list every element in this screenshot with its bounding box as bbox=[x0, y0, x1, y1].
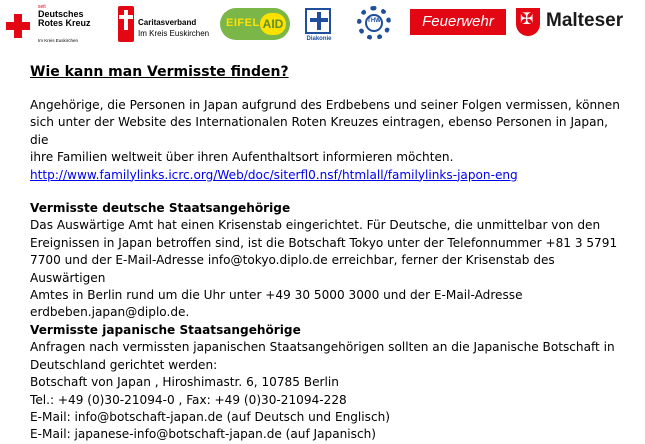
maltese-cross-icon: ✠ bbox=[516, 8, 540, 36]
drk-sub: Im Kreis Euskirchen bbox=[38, 38, 79, 43]
eifel-aid-logo bbox=[220, 8, 290, 40]
malteser-logo bbox=[516, 8, 642, 38]
intro-line: Angehörige, die Personen in Japan aufgrund des Erdbebens und seiner Folgen vermissen, können bbox=[30, 98, 620, 112]
caritas-logo bbox=[118, 4, 214, 46]
thw-label: THW bbox=[367, 18, 381, 24]
drk-name: Deutsches Rotes Kreuz bbox=[38, 9, 91, 28]
section-german-line: Das Auswärtige Amt hat einen Krisenstab eingerichtet. Für Deutsche, die unmittelbar von den bbox=[30, 218, 601, 233]
section-german-line: 7700 und der E-Mail-Adresse info@tokyo.diplo.de erreichbar, ferner der Krisenstab des Auswärtigen bbox=[30, 253, 555, 285]
drk-logo bbox=[2, 4, 94, 44]
drk-small-text: seit bbox=[38, 4, 46, 10]
section-german-line: Ereignissen in Japan betroffen sind, ist die Botschaft Tokyo unter der Telefonnummer +81 3 5791 bbox=[30, 235, 618, 250]
intro-paragraph bbox=[30, 97, 630, 184]
section-japanese bbox=[30, 322, 630, 444]
eifel-text: EIFEL bbox=[226, 17, 260, 29]
caritas-cross-icon bbox=[118, 6, 134, 42]
section-japanese-line: Tel.: +49 (0)30-21094-0 , Fax: +49 (0)30-21094-228 bbox=[30, 392, 347, 407]
diakonie-label: Diakonie bbox=[306, 36, 332, 42]
section-german-line: erdbeben.japan@diplo.de. bbox=[30, 305, 190, 320]
section-japanese-line: Botschaft von Japan , Hiroshimastr. 6, 10785 Berlin bbox=[30, 375, 339, 390]
document-body bbox=[30, 62, 630, 444]
malteser-label: Malteser bbox=[546, 10, 624, 31]
section-japanese-line: Anfragen nach vermissten japanischen Staatsangehörigen sollten an die Japanische Botschaft in bbox=[30, 340, 615, 355]
section-german bbox=[30, 200, 630, 322]
feuerwehr-logo: Feuerwehr bbox=[410, 9, 506, 35]
page-title: Wie kann man Vermisste finden? bbox=[30, 64, 289, 80]
red-cross-icon bbox=[6, 14, 30, 38]
section-japanese-line: Deutschland gerichtet werden: bbox=[30, 357, 218, 372]
section-japanese-title: Vermisste japanische Staatsangehörige bbox=[30, 322, 301, 337]
thw-logo bbox=[357, 6, 391, 40]
intro-line: sich unter der Website des Internationalen Roten Kreuzes eintragen, ebenso Personen in Japan, die bbox=[30, 115, 609, 147]
section-japanese-line: E-Mail: japanese-info@botschaft-japan.de (auf Japanisch) bbox=[30, 427, 376, 442]
section-german-title: Vermisste deutsche Staatsangehörige bbox=[30, 201, 291, 216]
logo-bar bbox=[0, 0, 645, 50]
section-german-line: Amtes in Berlin rund um die Uhr unter +49 30 5000 3000 und der E-Mail-Adresse bbox=[30, 288, 523, 303]
caritas-sub: Im Kreis Euskirchen bbox=[138, 29, 210, 38]
section-japanese-line: E-Mail: info@botschaft-japan.de (auf Deutsch und Englisch) bbox=[30, 409, 390, 424]
diakonie-logo bbox=[301, 4, 335, 46]
caritas-title: Caritasverband bbox=[138, 18, 197, 27]
diakonie-cross-icon bbox=[305, 8, 331, 34]
intro-line: ihre Familien weltweit über ihren Aufenthaltsort informieren möchten. bbox=[30, 150, 454, 165]
aid-text: AID bbox=[260, 13, 286, 35]
familylinks-link[interactable]: http://www.familylinks.icrc.org/Web/doc/siterfl0.nsf/htmlall/familylinks-japon-eng bbox=[30, 167, 518, 182]
